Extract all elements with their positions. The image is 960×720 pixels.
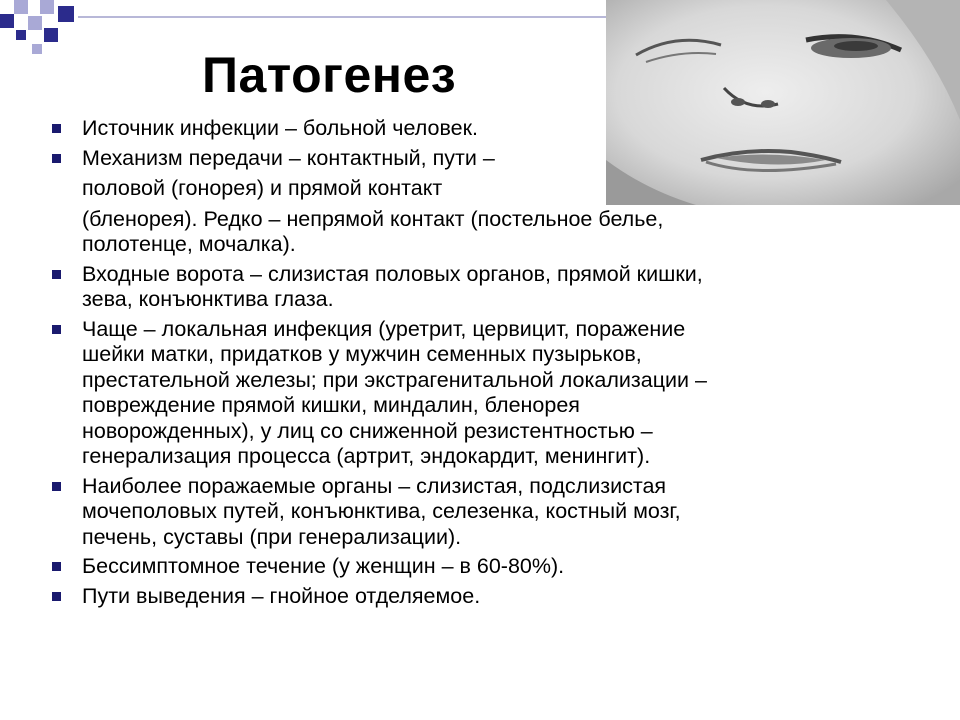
bullet-line: шейки матки, придатков у мужчин семенных пузырьков, [82,342,642,366]
bullet-list [48,116,908,613]
header-divider [78,16,610,18]
list-item [48,554,908,580]
square-bullet-icon [52,154,61,163]
bullet-line: Наиболее поражаемые органы – слизистая, подслизистая [82,473,667,498]
list-item [48,317,908,470]
list-item [48,116,908,142]
square-bullet-icon [52,270,61,279]
bullet-line: мочеполовых путей, конъюнктива, селезенка, костный мозг, [82,499,681,523]
list-item [48,584,908,610]
list-item [48,146,908,258]
bullet-line: зева, конъюнктива глаза. [82,287,334,311]
bullet-line: Чаще – локальная инфекция (уретрит, цервицит, поражение [82,316,686,341]
bullet-line: престательной железы; при экстрагенитальной локализации – [82,367,707,392]
decorative-squares [0,0,80,60]
bullet-line: Бессимптомное течение (у женщин – в 60-80%). [82,554,565,578]
bullet-line: Источник инфекции – больной человек. [82,116,478,140]
bullet-line: новорожденных), у лиц со сниженной резистентностью – [82,418,653,443]
bullet-line: (бленорея). Редко – непрямой контакт (постельное белье, [82,206,664,231]
bullet-line: полотенце, мочалка). [82,232,296,256]
list-item [48,262,908,313]
bullet-line: повреждение прямой кишки, миндалин, бленорея [82,393,580,417]
square-bullet-icon [52,562,61,571]
square-bullet-icon [52,124,61,133]
bullet-line: половой (гонорея) и прямой контакт [82,176,443,200]
square-bullet-icon [52,592,61,601]
list-item [48,474,908,551]
bullet-line: Входные ворота – слизистая половых органов, прямой кишки, [82,261,703,286]
bullet-line: Механизм передачи – контактный, пути – [82,145,495,170]
bullet-line: генерализация процесса (артрит, эндокардит, менингит). [82,444,651,468]
bullet-line: Пути выведения – гнойное отделяемое. [82,583,481,608]
square-bullet-icon [52,482,61,491]
bullet-line: печень, суставы (при генерализации). [82,524,462,549]
square-bullet-icon [52,325,61,334]
slide-title: Патогенез [202,47,457,103]
